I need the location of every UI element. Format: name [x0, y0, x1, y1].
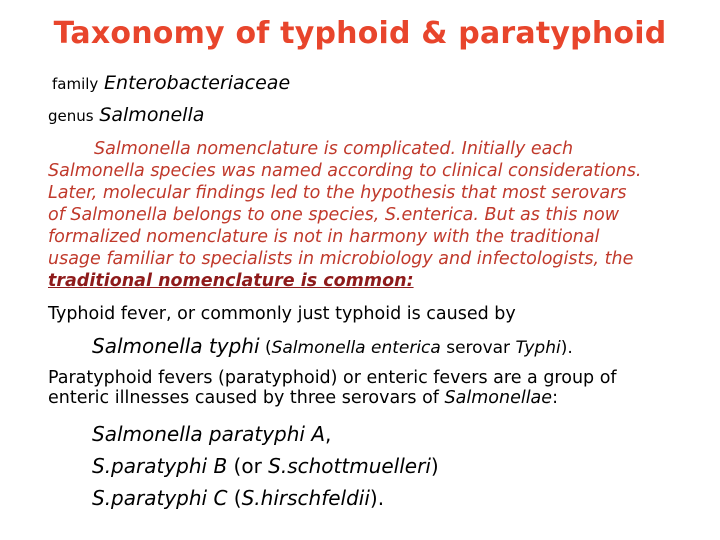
note-emphasis: traditional nomenclature is common: — [48, 271, 414, 291]
serovar-name: Salmonella paratyphi A — [92, 422, 326, 446]
note-line: Salmonella species was named according to clinical considerations. — [48, 161, 642, 181]
serovar-alt: S.hirschfeldii — [241, 486, 370, 510]
serovar-suffix: ) — [430, 454, 439, 478]
paratyphoid-line-2 — [48, 388, 558, 408]
paren-close: ). — [560, 338, 573, 358]
genus-line — [48, 104, 204, 126]
serovar-alt-prefix: (or — [227, 454, 269, 478]
serovar-item — [92, 486, 384, 510]
typhoid-intro: Typhoid fever, or commonly just typhoid is caused by — [48, 304, 516, 324]
typhoid-species-line — [92, 334, 573, 358]
paren-open: ( — [259, 338, 272, 358]
serovar-word: serovar — [440, 338, 516, 358]
paratyphoid-suffix: : — [552, 388, 558, 408]
paratyphoid-line-1: Paratyphoid fevers (paratyphoid) or enteric fevers are a group of — [48, 368, 617, 388]
paratyphoid-prefix: enteric illnesses caused by three serovars of — [48, 388, 445, 408]
note-line: usage familiar to specialists in microbiology and infectologists, the — [48, 249, 634, 269]
serovar-alt: S.schottmuelleri — [268, 454, 431, 478]
family-line — [52, 72, 290, 94]
note-line: of Salmonella belongs to one species, S.enterica. But as this now — [48, 205, 620, 225]
nomenclature-note — [48, 138, 718, 292]
note-line: Later, molecular findings led to the hypothesis that most serovars — [48, 183, 627, 203]
genus-value: Salmonella — [99, 104, 205, 126]
family-value: Enterobacteriaceae — [104, 72, 291, 94]
paratyphoid-genus: Salmonellae — [444, 388, 553, 408]
serovar-suffix: , — [325, 422, 332, 446]
serovar-item — [92, 422, 331, 446]
family-label: family — [52, 75, 99, 93]
slide-title: Taxonomy of typhoid & paratyphoid — [53, 16, 667, 51]
note-line: formalized nomenclature is not in harmony with the traditional — [48, 227, 600, 247]
serovar-item — [92, 454, 439, 478]
genus-label: genus — [48, 107, 94, 125]
serovar-name: S.paratyphi C — [92, 486, 228, 510]
serovar-name: S.paratyphi B — [92, 454, 228, 478]
typhoid-full-name: Salmonella enterica — [271, 338, 441, 358]
serovar-suffix: ). — [369, 486, 385, 510]
typhoid-serovar: Typhi — [515, 338, 561, 358]
note-line: Salmonella nomenclature is complicated. Initially each — [94, 139, 574, 159]
typhoid-species: Salmonella typhi — [92, 334, 260, 358]
serovar-alt-prefix: ( — [227, 486, 242, 510]
